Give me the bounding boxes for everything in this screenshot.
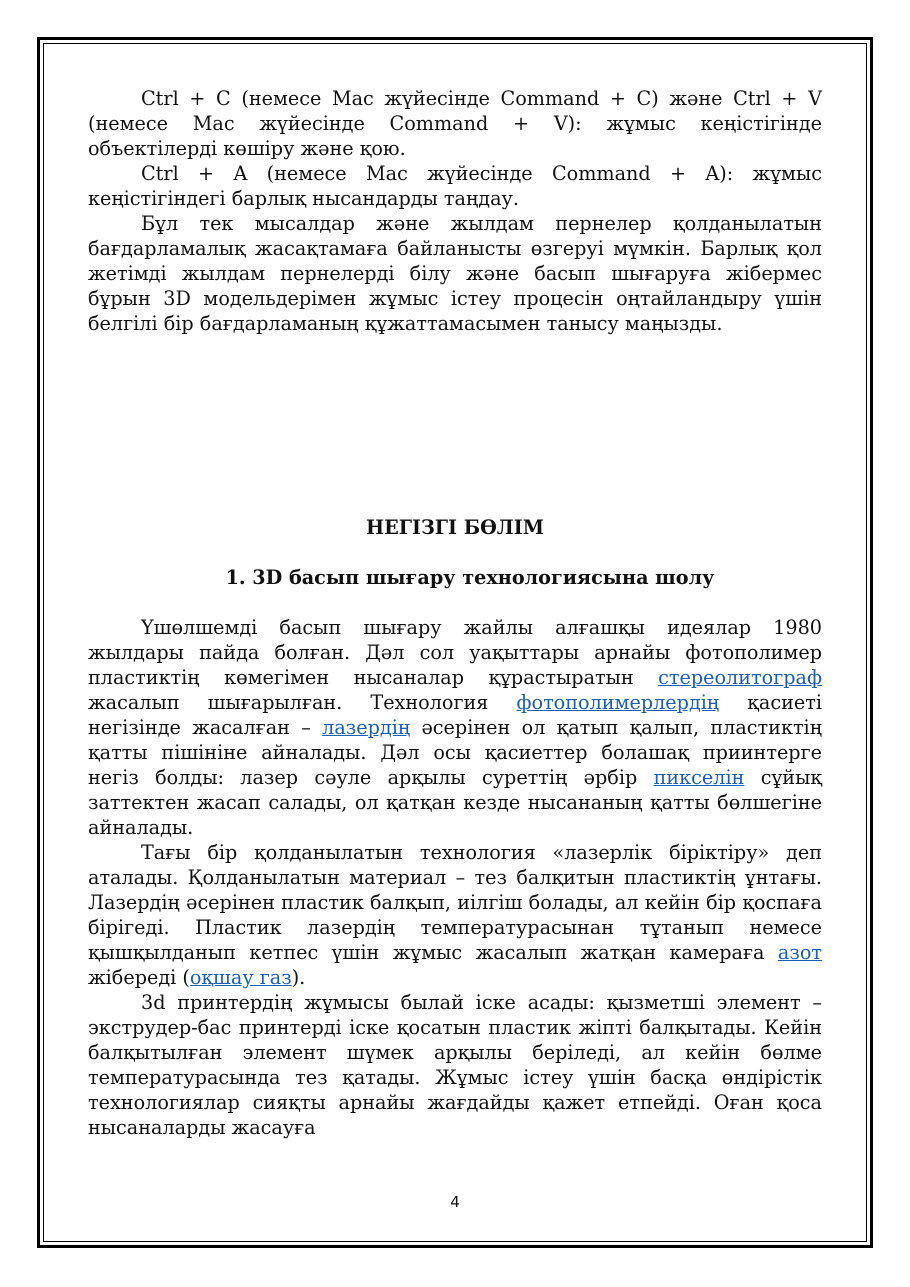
paragraph-shortcuts-note: Бұл тек мысалдар және жылдам пернелер қолданылатын бағдарламалық жасақтамаға байланысты өзгеруі мүмкін. Барлық қол жетімді жылдам пернелерді білу және басып шығаруға жібермес бұрын 3D модельдерімен жұмыс істеу процесін оңтайландыру үшін белгілі бір бағдарламаның құжаттамасымен танысу маңызды. bbox=[88, 212, 822, 335]
subsection-heading: 1. 3D басып шығару технологиясына шолу bbox=[225, 566, 715, 589]
text-run: жасалып шығарылған. Технология bbox=[88, 691, 517, 714]
section-heading: НЕГІЗГІ БӨЛІМ bbox=[365, 516, 544, 539]
paragraph-select-all: Ctrl + A (немесе Mac жүйесінде Command + A): жұмыс кеңістігіндегі барлық нысандарды таңдау. bbox=[88, 162, 822, 210]
link-stereolithograph[interactable]: стереолитограф bbox=[658, 666, 822, 689]
text-run: Тағы бір қолданылатын технология «лазерлік біріктіру» деп аталады. Қолданылатын материал – тез балқитын пластиктің ұнтағы. Лазердің әсерінен пластик балқып, иілгіш болады, ал кейін бір қоспаға бірігеді. Пластик лазердің температурасынан тұтанып немесе қышқылданып кетпес үшін жұмыс жасалып жатқан камераға bbox=[88, 841, 822, 964]
text-run: сұйық заттектен жасап салады, ол қатқан кезде нысананың қатты бөлшегіне айналады. bbox=[88, 766, 822, 839]
document-body bbox=[88, 86, 822, 1140]
text-run: әсерінен ол қатып қалып, пластиктің қатты пішініне айналады. Дәл осы қасиеттер болашақ приинтерге негіз болды: лазер сәуле арқылы суреттің әрбір bbox=[88, 716, 822, 789]
text-run: Үшөлшемді басып шығару жайлы алғашқы идеялар 1980 жылдары пайда болған. Дәл сол уақыттары арнайы фотополимер пластиктің көмегімен нысаналар құрастыратын bbox=[88, 616, 822, 689]
link-inert-gas[interactable]: оқшау газ bbox=[189, 966, 292, 989]
paragraph-printer-operation: 3d принтердің жұмысы былай іске асады: қызметші элемент – экструдер-бас принтерді іске қосатын пластик жіпті балқытады. Кейін балқытылған элемент шүмек арқылы беріледі, ал кейін бөлме температурасында тез қатады. Жұмыс істеу үшін басқа өндірістік технологиялар сияқты арнайы жағдайды қажет етпейді. Оған қоса нысаналарды жасауға bbox=[88, 991, 822, 1139]
page-number: 4 bbox=[450, 1193, 460, 1211]
text-run: ). bbox=[291, 966, 306, 989]
link-nitrogen[interactable]: азот bbox=[777, 941, 822, 964]
paragraph-laser-sintering bbox=[88, 840, 822, 990]
text-run: жібереді ( bbox=[88, 966, 190, 989]
paragraph-copy-paste: Ctrl + C (немесе Mac жүйесінде Command + C) және Ctrl + V (немесе Mac жүйесінде Command + V): жұмыс кеңістігінде объектілерді көшіру және қою. bbox=[88, 87, 822, 160]
link-laser[interactable]: лазердің bbox=[322, 716, 411, 739]
paragraph-history bbox=[88, 615, 822, 840]
text-run: қасиеті негізінде жасалған – bbox=[88, 691, 822, 739]
link-photopolymers[interactable]: фотополимерлердің bbox=[516, 691, 720, 714]
link-pixel[interactable]: пикселін bbox=[653, 766, 745, 789]
